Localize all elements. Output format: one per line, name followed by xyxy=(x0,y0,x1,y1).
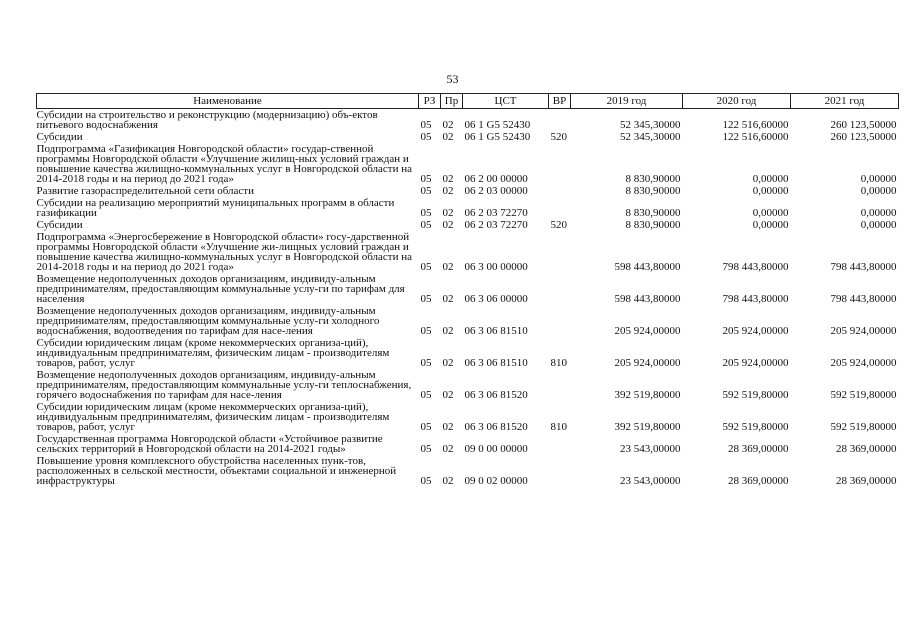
row-pr: 02 xyxy=(442,475,454,487)
row-cst: 06 3 06 81520 xyxy=(464,421,528,433)
table-row xyxy=(37,337,899,369)
row-2021: 260 123,50000 xyxy=(830,119,897,131)
row-rz: 05 xyxy=(420,475,432,487)
row-2019: 392 519,80000 xyxy=(614,421,681,433)
header-2019: 2019 год xyxy=(571,94,683,109)
row-2020: 0,00000 xyxy=(752,219,789,231)
table-row xyxy=(37,369,899,401)
row-vr: 810 xyxy=(550,421,567,433)
row-2019: 8 830,90000 xyxy=(625,185,681,197)
row-2020: 798 443,80000 xyxy=(722,293,789,305)
row-2019: 23 543,00000 xyxy=(620,443,681,455)
header-2021: 2021 год xyxy=(791,94,899,109)
row-rz: 05 xyxy=(420,207,432,219)
row-2021: 0,00000 xyxy=(860,173,897,185)
header-rz: РЗ xyxy=(419,94,441,109)
row-rz: 05 xyxy=(420,325,432,337)
row-2021: 205 924,00000 xyxy=(830,357,897,369)
row-cst: 06 2 03 72270 xyxy=(464,219,528,231)
row-2020: 0,00000 xyxy=(752,185,789,197)
row-vr xyxy=(549,369,571,401)
table-row xyxy=(37,197,899,219)
row-2021: 205 924,00000 xyxy=(830,325,897,337)
row-name: Государственная программа Новгородской области «Устойчивое развитие сельских территорий в Новгородской области на 2014-2021 годы» xyxy=(36,433,383,455)
row-2019: 52 345,30000 xyxy=(620,131,681,143)
row-rz: 05 xyxy=(420,119,432,131)
row-2020: 0,00000 xyxy=(752,173,789,185)
header-name: Наименование xyxy=(37,94,419,109)
row-cst: 09 0 00 00000 xyxy=(464,443,528,455)
row-name: Субсидии юридическим лицам (кроме некоммерческих организа-ций), индивидуальным предпринимателям, физическим лицам - производителям товаров, работ, услуг xyxy=(36,401,390,433)
row-2019: 23 543,00000 xyxy=(620,475,681,487)
row-vr xyxy=(549,231,571,273)
row-2020: 122 516,60000 xyxy=(722,119,789,131)
row-rz: 05 xyxy=(420,389,432,401)
row-pr: 02 xyxy=(442,185,454,197)
row-2020: 592 519,80000 xyxy=(722,389,789,401)
header-pr: Пр xyxy=(441,94,463,109)
row-2019: 52 345,30000 xyxy=(620,119,681,131)
header-2020: 2020 год xyxy=(683,94,791,109)
row-rz: 05 xyxy=(420,293,432,305)
row-2021: 592 519,80000 xyxy=(830,421,897,433)
row-2021: 592 519,80000 xyxy=(830,389,897,401)
row-rz: 05 xyxy=(420,261,432,273)
row-2021: 0,00000 xyxy=(860,207,897,219)
page-number: 53 xyxy=(446,72,459,86)
row-rz: 05 xyxy=(420,219,432,231)
row-vr: 520 xyxy=(550,219,567,231)
row-cst: 06 3 06 81510 xyxy=(464,357,528,369)
row-name: Повышение уровня комплексного обустройства населенных пунк-тов, расположенных в сельской местности, объектами социальной и инженерной инфраструктуры xyxy=(36,455,397,487)
table-header-row xyxy=(37,94,899,109)
row-2020: 592 519,80000 xyxy=(722,421,789,433)
table-row xyxy=(37,131,899,143)
table-row xyxy=(37,305,899,337)
row-name: Развитие газораспределительной сети области xyxy=(36,185,255,197)
row-pr: 02 xyxy=(442,207,454,219)
row-rz: 05 xyxy=(420,357,432,369)
row-2021: 0,00000 xyxy=(860,219,897,231)
row-vr xyxy=(549,109,571,132)
table-row xyxy=(37,273,899,305)
row-2020: 28 369,00000 xyxy=(728,475,789,487)
row-vr: 810 xyxy=(550,357,567,369)
row-2019: 8 830,90000 xyxy=(625,219,681,231)
row-vr xyxy=(549,273,571,305)
row-rz: 05 xyxy=(420,443,432,455)
row-2020: 28 369,00000 xyxy=(728,443,789,455)
row-2019: 205 924,00000 xyxy=(614,357,681,369)
row-pr: 02 xyxy=(442,219,454,231)
row-cst: 06 3 06 81510 xyxy=(464,325,528,337)
row-pr: 02 xyxy=(442,389,454,401)
row-rz: 05 xyxy=(420,421,432,433)
row-cst: 06 2 03 00000 xyxy=(464,185,528,197)
row-name: Подпрограмма «Газификация Новгородской области» государ-ственной программы Новгородской области «Улучшение жилищ-ных условий граждан и повышение качества жилищно-коммунальных услуг в Новгородской области на 2014-2018 годы и на период до 2021 года» xyxy=(36,143,413,185)
row-2019: 392 519,80000 xyxy=(614,389,681,401)
row-name: Возмещение недополученных доходов организациям, индивиду-альным предпринимателям, предоставляющим коммунальные услу-ги по тарифам для населения xyxy=(36,273,405,305)
row-pr: 02 xyxy=(442,131,454,143)
row-2020: 0,00000 xyxy=(752,207,789,219)
row-vr xyxy=(549,185,571,197)
row-name: Субсидии xyxy=(36,219,83,231)
table-row xyxy=(37,231,899,273)
row-2019: 8 830,90000 xyxy=(625,207,681,219)
row-cst: 06 2 03 72270 xyxy=(464,207,528,219)
row-vr xyxy=(549,455,571,487)
row-pr: 02 xyxy=(442,293,454,305)
row-rz: 05 xyxy=(420,131,432,143)
header-cst: ЦСТ xyxy=(463,94,549,109)
table-row xyxy=(37,433,899,455)
row-pr: 02 xyxy=(442,173,454,185)
row-pr: 02 xyxy=(442,421,454,433)
row-2020: 122 516,60000 xyxy=(722,131,789,143)
row-rz: 05 xyxy=(420,173,432,185)
row-name: Субсидии на реализацию мероприятий муниципальных программ в области газификации xyxy=(36,197,395,219)
row-name: Подпрограмма «Энергосбережение в Новгородской области» госу-дарственной программы Новгородской области «Улучшение жи-лищных условий граждан и повышение качества жилищно-коммунальных услуг в Новгородской области на 2014-2018 годы и на период до 2021 года» xyxy=(36,231,413,273)
row-cst: 06 2 00 00000 xyxy=(464,173,528,185)
row-rz: 05 xyxy=(420,185,432,197)
row-2020: 205 924,00000 xyxy=(722,357,789,369)
row-pr: 02 xyxy=(442,325,454,337)
row-name: Субсидии юридическим лицам (кроме некоммерческих организа-ций), индивидуальным предпринимателям, физическим лицам - производителям товаров, работ, услуг xyxy=(36,337,390,369)
row-2019: 598 443,80000 xyxy=(614,293,681,305)
row-pr: 02 xyxy=(442,443,454,455)
row-cst: 06 1 G5 52430 xyxy=(464,131,531,143)
row-vr xyxy=(549,143,571,185)
row-2021: 0,00000 xyxy=(860,185,897,197)
row-2019: 598 443,80000 xyxy=(614,261,681,273)
row-name: Возмещение недополученных доходов организациям, индивиду-альным предпринимателям, предоставляющим коммунальные услу-ги теплоснабжения, горячего водоснабжения по тарифам для насе-ления xyxy=(36,369,412,401)
table-row xyxy=(37,219,899,231)
row-cst: 06 3 00 00000 xyxy=(464,261,528,273)
budget-table xyxy=(36,93,899,487)
row-2021: 798 443,80000 xyxy=(830,261,897,273)
row-2019: 8 830,90000 xyxy=(625,173,681,185)
row-2021: 798 443,80000 xyxy=(830,293,897,305)
row-pr: 02 xyxy=(442,357,454,369)
row-cst: 09 0 02 00000 xyxy=(464,475,528,487)
row-cst: 06 3 06 81520 xyxy=(464,389,528,401)
row-cst: 06 3 06 00000 xyxy=(464,293,528,305)
row-pr: 02 xyxy=(442,119,454,131)
table-row xyxy=(37,455,899,487)
row-name: Субсидии на строительство и реконструкцию (модернизацию) объ-ектов питьевого водоснабжения xyxy=(36,109,378,131)
row-name: Субсидии xyxy=(36,131,83,143)
row-2021: 28 369,00000 xyxy=(836,475,897,487)
table-row xyxy=(37,401,899,433)
row-2020: 798 443,80000 xyxy=(722,261,789,273)
row-name: Возмещение недополученных доходов организациям, индивиду-альным предпринимателям, предоставляющим коммунальные услу-ги холодного водоснабжения, водоотведения по тарифам для насе-ления xyxy=(36,305,380,337)
row-vr xyxy=(549,197,571,219)
header-vr: ВР xyxy=(549,94,571,109)
table-row xyxy=(37,185,899,197)
row-vr: 520 xyxy=(550,131,567,143)
row-2019: 205 924,00000 xyxy=(614,325,681,337)
row-2021: 28 369,00000 xyxy=(836,443,897,455)
row-2021: 260 123,50000 xyxy=(830,131,897,143)
table-row xyxy=(37,143,899,185)
row-pr: 02 xyxy=(442,261,454,273)
table-row xyxy=(37,109,899,132)
row-cst: 06 1 G5 52430 xyxy=(464,119,531,131)
row-vr xyxy=(549,433,571,455)
row-vr xyxy=(549,305,571,337)
row-2020: 205 924,00000 xyxy=(722,325,789,337)
